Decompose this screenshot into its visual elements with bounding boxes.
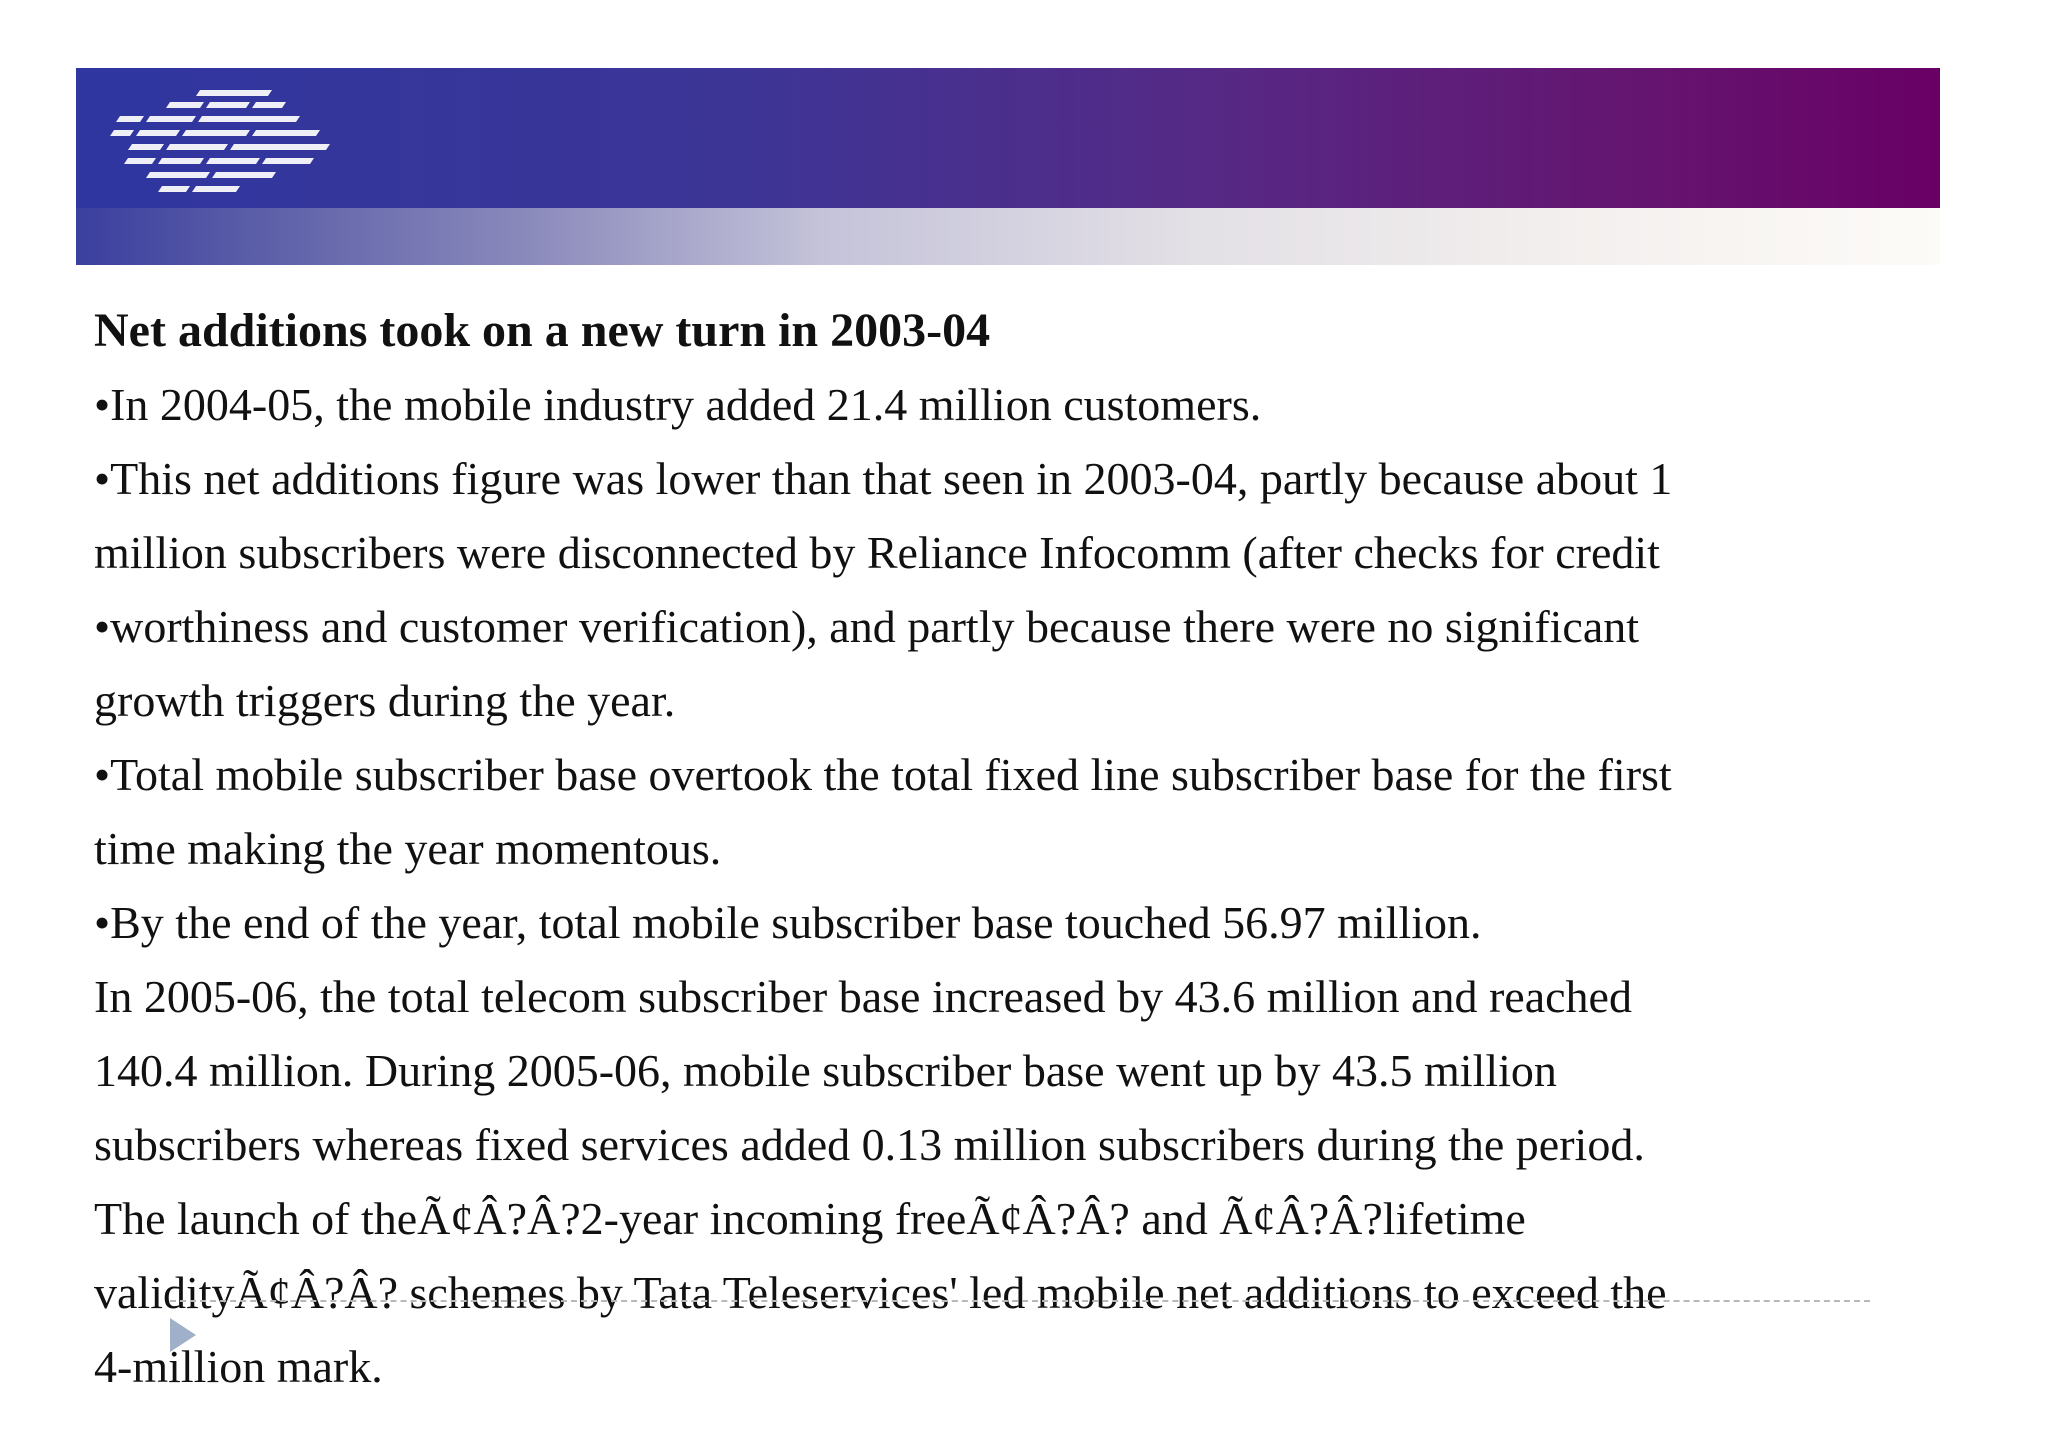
slide-body: [94, 294, 1964, 1404]
body-line: •This net additions figure was lower than that seen in 2003-04, partly because about 1: [94, 453, 1673, 504]
body-line: validityÃ¢Â?Â? schemes by Tata Teleservices' led mobile net additions to exceed the: [94, 1267, 1667, 1318]
body-line: million subscribers were disconnected by Reliance Infocomm (after checks for credit: [94, 527, 1660, 578]
triangle-marker-icon: [170, 1318, 196, 1352]
body-line: •In 2004-05, the mobile industry added 21.4 million customers.: [94, 379, 1262, 430]
body-line: In 2005-06, the total telecom subscriber base increased by 43.6 million and reached: [94, 971, 1632, 1022]
striped-globe-logo-icon: [100, 88, 340, 198]
body-line: time making the year momentous.: [94, 823, 722, 874]
dashed-divider: [170, 1300, 1870, 1302]
header-banner-fade: [76, 208, 1940, 265]
slide-heading: Net additions took on a new turn in 2003-04: [94, 304, 991, 357]
body-line: •By the end of the year, total mobile subscriber base touched 56.97 million.: [94, 897, 1482, 948]
body-line: subscribers whereas fixed services added 0.13 million subscribers during the period.: [94, 1119, 1645, 1170]
body-line: The launch of theÃ¢Â?Â?2-year incoming freeÃ¢Â?Â? and Ã¢Â?Â?lifetime: [94, 1193, 1526, 1244]
body-line: •worthiness and customer verification), and partly because there were no significant: [94, 601, 1640, 652]
header-banner: [76, 68, 1940, 208]
body-line: 4-million mark.: [94, 1341, 383, 1392]
body-line: growth triggers during the year.: [94, 675, 676, 726]
body-line: 140.4 million. During 2005-06, mobile subscriber base went up by 43.5 million: [94, 1045, 1557, 1096]
body-line: •Total mobile subscriber base overtook the total fixed line subscriber base for the first: [94, 749, 1672, 800]
